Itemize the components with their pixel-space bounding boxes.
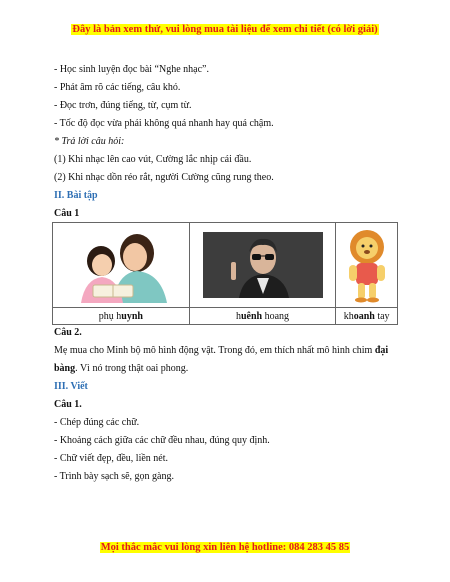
man-with-sunglasses-image [203,232,323,298]
reading-item: - Phát âm rõ các tiếng, câu khó. [54,82,181,93]
writing-item: - Chữ viết đẹp, đều, liền nét. [54,453,169,464]
section-writing-heading: III. Viết [54,381,88,392]
section-exercises-heading: II. Bài tập [54,190,98,201]
word-rhyme: oanh [353,310,375,322]
word-label: kh [343,310,354,322]
question2-answer-line1: Mẹ mua cho Minh bộ mô hình động vật. Trong đó, em thích nhất mô hình chim đại [54,345,389,356]
answer-item: (1) Khi nhạc lên cao vút, Cường lắc nhịp cái đầu. [54,154,252,165]
hotline-footer-banner: Mọi thắc mắc vui lòng xin liên hệ hotline: 084 283 45 85 [100,542,350,553]
reading-item: - Tốc độ đọc vừa phải không quá nhanh hay quá chậm. [54,118,274,129]
mother-and-child-reading-image [65,227,177,303]
answer-item: (2) Khi nhạc dồn réo rắt, người Cường cũng rung theo. [54,172,274,183]
word-rhyme: uênh [240,310,263,322]
question2-label: Câu 2. [54,327,82,338]
word-image-cell [336,223,398,308]
word-label-cell [53,308,190,325]
reading-item: - Đọc trơn, đúng tiếng, từ, cụm từ. [54,100,192,111]
word-label-cell: huênh hoang [189,308,335,325]
word-image-cell [53,223,190,308]
cartoon-lion-image [342,227,392,303]
word-table [52,222,398,325]
reading-item: - Học sinh luyện đọc bài “Nghe nhạc”. [54,64,209,75]
question1-label: Câu 1 [54,208,80,219]
writing-question1-label: Câu 1. [54,399,82,410]
preview-notice-banner: Đây là bản xem thử, vui lòng mua tài liệu để xem chi tiết (có lời giải) [72,24,378,35]
word-image-cell [189,223,335,308]
word-label: h [235,310,241,322]
writing-item: - Khoảng cách giữa các chữ đều nhau, đúng quy định. [54,435,270,446]
question2-answer-line2: bàng. Vì nó trong thật oai phong. [54,363,189,374]
word-rhyme: uynh [121,310,143,322]
answer-heading: * Trả lời câu hỏi: [54,136,125,147]
writing-item: - Trình bày sạch sẽ, gọn gàng. [54,471,174,482]
word-label-cell: khoanh tay [336,308,398,325]
word-label: phụ h [98,310,122,322]
writing-item: - Chép đúng các chữ. [54,417,140,428]
